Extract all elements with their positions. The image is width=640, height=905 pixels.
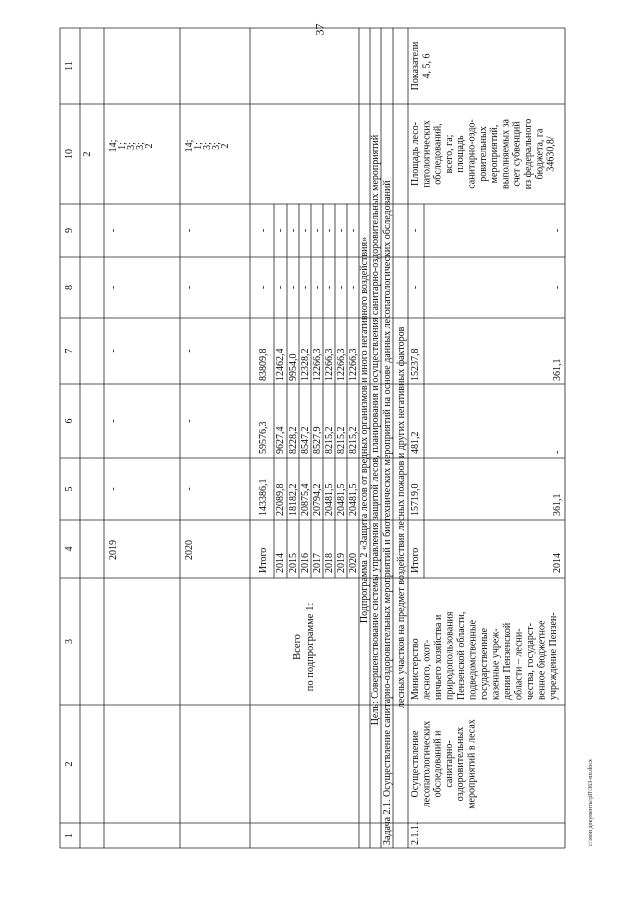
indicator-value: 14; <box>108 139 119 153</box>
value-cell: - <box>108 349 119 353</box>
value-cell: 15719,0 <box>410 483 421 516</box>
value-cell: 18182,2 <box>288 483 299 516</box>
indicator-line: бюджета, га <box>534 128 546 180</box>
column-number: 3 <box>64 639 75 644</box>
item-name-line: лесопатологических <box>421 720 433 808</box>
executor-line: казенные учреж- <box>490 628 502 700</box>
indicator-value: 14; <box>184 139 195 153</box>
indicator-value: 1; <box>193 142 204 150</box>
value-cell: 361,1 <box>552 358 563 381</box>
item-name-line: Осуществление <box>410 730 421 798</box>
year-cell: Итого <box>258 547 269 573</box>
year-cell: 2014 <box>552 553 563 573</box>
executor-line: дения Пензенской <box>502 622 513 700</box>
year-cell: 2020 <box>348 553 359 573</box>
value-cell: 12266,3 <box>348 348 359 381</box>
indicator-line: санитарно-оздо- <box>466 119 478 189</box>
value-cell: 143386,1 <box>258 478 269 516</box>
executor-line: венное бюджетное <box>536 620 548 700</box>
value-cell: 22089,8 <box>275 483 286 516</box>
value-cell: - <box>108 285 119 290</box>
task-text: лесных участков на предмет воздействия лесных пожаров и других негативных факторов <box>396 326 407 708</box>
value-cell: 20481,5 <box>324 483 335 516</box>
indicator-value: 2 <box>144 143 155 149</box>
value-cell: - <box>410 228 421 233</box>
task-text: Задача 2.1. Осуществление санитарно-оздоровительных мероприятий и биотехнических мероприятий на основе данных лесопатологических обследований <box>382 180 393 845</box>
indicator-value: 2 <box>220 143 231 149</box>
value-cell: 12462,4 <box>275 348 286 381</box>
value-cell: 20481,5 <box>348 483 359 516</box>
indicator-value: 3; <box>126 142 137 150</box>
year-cell: 2020 <box>184 540 195 560</box>
value-cell: 59576,3 <box>258 421 269 454</box>
executor-line: Министерство <box>410 638 421 700</box>
year-cell: 2018 <box>324 553 335 573</box>
value-cell: - <box>552 285 563 290</box>
column-10-subnumber: 2 <box>82 151 93 157</box>
value-cell: - <box>552 228 563 233</box>
indicator-ref: Показатели <box>410 41 421 91</box>
value-cell: - <box>300 228 311 233</box>
value-cell: - <box>258 285 269 290</box>
value-cell: 8215,2 <box>324 426 335 454</box>
indicator-line: выполняемых за <box>500 119 512 189</box>
indicator-value: 3; <box>211 142 222 150</box>
column-number: 10 <box>64 149 75 159</box>
executor-line: Пензенской области, <box>456 611 467 700</box>
value-cell: 20481,5 <box>336 483 347 516</box>
value-cell: 8547,2 <box>300 426 311 454</box>
value-cell: 12266,3 <box>312 348 323 381</box>
value-cell: 8527,9 <box>312 426 323 454</box>
value-cell: 12328,2 <box>300 348 311 381</box>
value-cell: - <box>184 419 195 423</box>
value-cell: - <box>275 285 286 290</box>
executor-line: области – лесни- <box>513 628 525 700</box>
total-label: Всего <box>292 634 303 660</box>
executor-line: лесного, охот- <box>421 639 433 700</box>
year-cell: 2016 <box>300 553 311 573</box>
indicator-line: счет субвенций <box>511 121 523 187</box>
subprogram-title: Подпрограмма 2 «Защита лесов от вредных организмов и иного негативного воздействия» <box>359 236 370 624</box>
footer-file-path: c:\мои документы\рП\363-пп.docx <box>588 759 594 846</box>
value-cell: 9627,4 <box>275 426 286 454</box>
executor-line: чества, государст- <box>525 623 536 700</box>
indicator-line: всего, га; <box>443 134 455 174</box>
value-cell: - <box>184 285 195 290</box>
column-number: 7 <box>64 348 75 354</box>
column-number: 9 <box>64 228 75 233</box>
value-cell: - <box>312 228 323 233</box>
value-cell: - <box>336 228 347 233</box>
value-cell: - <box>184 228 195 233</box>
page-number: 37 <box>312 23 327 36</box>
indicator-line: из федерального <box>523 118 534 190</box>
indicator-line: площадь <box>455 135 467 173</box>
total-label: по подпрограмме 1: <box>305 602 316 692</box>
value-cell: - <box>312 285 323 290</box>
indicator-line: патологических <box>421 120 433 188</box>
value-cell: 20794,2 <box>312 483 323 516</box>
value-cell: - <box>348 228 359 233</box>
value-cell: 481,2 <box>410 431 421 454</box>
year-cell: 2015 <box>288 553 299 573</box>
value-cell: - <box>300 285 311 290</box>
indicator-line: обследований, <box>432 123 444 185</box>
year-cell: 2019 <box>108 540 119 560</box>
value-cell: 20875,4 <box>300 483 311 516</box>
column-number: 11 <box>64 61 75 71</box>
column-number: 5 <box>64 486 75 492</box>
executor-line: ничьего хозяйства и <box>433 614 444 700</box>
indicator-line: 34630,8/ <box>545 136 557 172</box>
value-cell: - <box>552 450 563 454</box>
column-number: 6 <box>64 418 75 424</box>
value-cell: - <box>336 285 347 290</box>
value-cell: - <box>184 487 195 491</box>
value-cell: - <box>324 228 335 233</box>
indicator-value: 1; <box>117 142 128 150</box>
value-cell: - <box>410 285 421 290</box>
value-cell: - <box>258 228 269 233</box>
column-number: 4 <box>64 546 75 552</box>
value-cell: - <box>288 228 299 233</box>
value-cell: - <box>184 349 195 353</box>
indicator-value: 3; <box>202 142 213 150</box>
value-cell: 15237,8 <box>410 348 421 381</box>
item-name-line: оздоровительных <box>455 726 467 802</box>
indicator-line: ровительных <box>477 126 489 182</box>
indicator-ref: 4, 5, 6 <box>421 53 433 79</box>
executor-line: подведомственные <box>467 619 479 700</box>
value-cell: - <box>108 419 119 423</box>
year-cell: 2019 <box>336 553 347 573</box>
item-name-line: обследований и <box>432 730 444 798</box>
value-cell: 9954,0 <box>288 353 299 381</box>
year-cell: 2014 <box>275 553 286 573</box>
column-number: 2 <box>64 761 75 767</box>
value-cell: 361,1 <box>552 493 563 516</box>
value-cell: 12266,3 <box>324 348 335 381</box>
value-cell: 8228,2 <box>288 426 299 454</box>
goal-text: Цель: Совершенствование системы управления защитой лесов, планирования и осуществления санитарно-оздоровительных мероприятий <box>370 134 381 726</box>
value-cell: 83809,8 <box>258 348 269 381</box>
item-number: 2.1.1. <box>410 822 421 845</box>
value-cell: - <box>275 228 286 233</box>
indicator-line: Площадь лесо- <box>410 122 421 186</box>
value-cell: 8215,2 <box>348 426 359 454</box>
year-cell: Итого <box>410 547 421 573</box>
value-cell: - <box>108 228 119 233</box>
item-name-line: санитарно- <box>443 740 455 788</box>
value-cell: - <box>348 285 359 290</box>
indicator-line: мероприятий, <box>489 124 501 184</box>
value-cell: 12266,3 <box>336 348 347 381</box>
executor-line: учреждение Пензен- <box>548 612 559 700</box>
indicator-value: 3; <box>135 142 146 150</box>
column-number: 8 <box>64 285 75 290</box>
column-number: 1 <box>64 833 75 838</box>
year-cell: 2017 <box>312 553 323 573</box>
executor-line: государственные <box>479 627 490 700</box>
value-cell: - <box>108 487 119 491</box>
item-name-line: мероприятий в лесах <box>466 719 478 809</box>
value-cell: 8215,2 <box>336 426 347 454</box>
executor-line: природопользования <box>444 611 456 700</box>
value-cell: - <box>324 285 335 290</box>
value-cell: - <box>288 285 299 290</box>
